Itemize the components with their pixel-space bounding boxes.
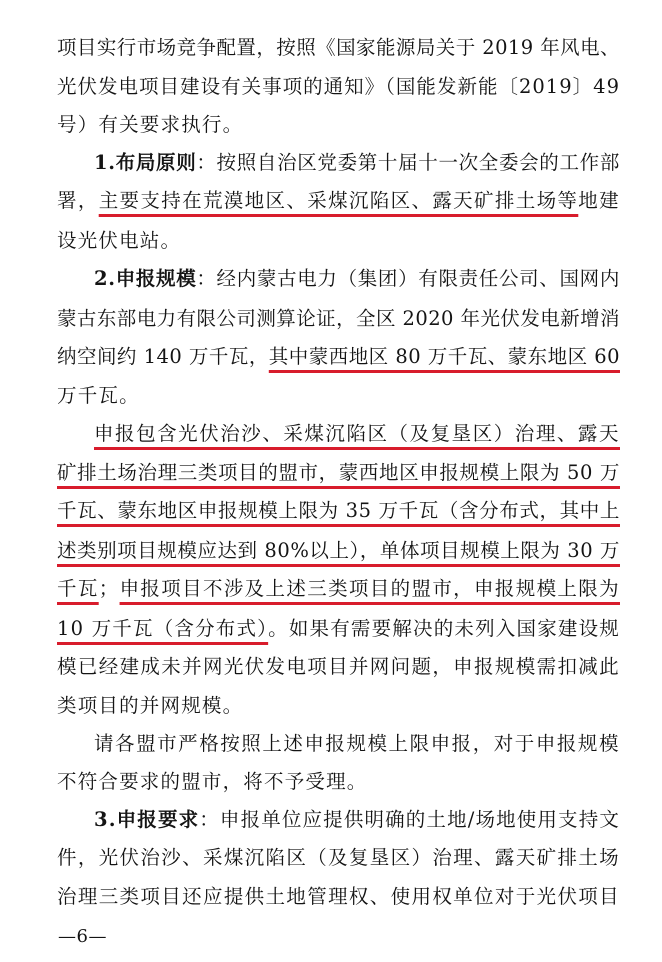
paragraph-line-text [57,337,620,377]
paragraph-line-text [57,762,368,802]
text-segment: 类项目的并网规模。 [57,694,244,717]
paragraph-line-text [57,491,620,531]
text-line [0,686,662,726]
text-segment: ：按照自治区党委第十届十一次全委会的工作部 [196,151,620,174]
text-line [0,414,662,454]
underlined-emphasis: 主要支持在荒漠地区、采煤沉陷区、露天矿排土场等 [98,189,579,212]
underlined-emphasis: 千瓦、蒙东地区申报规模上限为 35 万千瓦（含分布式，其中上 [57,499,620,522]
paragraph-line-text [57,531,620,571]
paragraph-line-text [57,453,620,493]
text-line [0,762,662,802]
text-segment: 请各盟市严格按照上述申报规模上限申报，对于申报规模 [94,732,620,755]
paragraph-line-text [57,28,620,68]
text-line [0,531,662,571]
text-segment: 光伏发电项目建设有关事项的通知》（国能发新能〔2019〕49 [57,75,620,98]
text-line [0,259,662,299]
text-line [0,724,662,764]
text-segment: 模已经建成未并网光伏发电项目并网问题，申报规模需扣减此 [57,655,620,678]
paragraph-line-text [57,569,620,609]
underlined-emphasis: 述类别项目规模应达到 80%以上），单体项目规模上限为 30 万 [57,539,620,562]
paragraph-line-text [57,105,243,145]
text-segment: 项目实行市场竞争配置，按照《国家能源局关于 2019 年风电、 [57,36,620,59]
text-line [0,105,662,145]
paragraph-line-text [94,724,620,764]
text-line [0,838,662,878]
text-segment: 设光伏电站。 [57,229,182,252]
underlined-emphasis: 矿排土场治理三类项目的盟市，蒙西地区申报规模上限为 50 万 [57,461,620,484]
text-line [0,28,662,68]
text-line [0,491,662,531]
paragraph-line-text [57,838,620,878]
text-segment: ； [98,577,120,600]
text-line [0,299,662,339]
text-segment: 号）有关要求执行。 [57,113,244,136]
text-line [0,221,662,261]
text-segment: ：经内蒙古电力（集团）有限责任公司、国网内 [196,267,620,290]
underlined-emphasis: 申报包含光伏治沙、采煤沉陷区（及复垦区）治理、露天 [94,422,620,445]
text-line [0,337,662,377]
underlined-emphasis: 千瓦 [57,577,99,600]
page-number: —6— [58,926,107,947]
paragraph-line-text [94,414,620,454]
text-line [0,143,662,183]
text-segment: 地建 [578,189,620,212]
text-segment: ：申报单位应提供明确的土地/场地使用支持文 [199,808,620,831]
paragraph-line-text [94,259,620,299]
paragraph-line-text [57,686,243,726]
section-heading: 2.申报规模 [94,267,197,290]
paragraph-line-text [94,143,620,183]
paragraph-line-text [57,67,620,107]
text-segment: 署， [57,189,99,212]
text-line [0,181,662,221]
text-segment: 蒙古东部电力有限公司测算论证，全区 2020 年光伏发电新增消 [57,307,620,330]
text-line [0,609,662,649]
text-segment: 纳空间约 140 万千瓦， [57,345,269,368]
paragraph-line-text [57,221,181,261]
paragraph-line-text [57,877,620,917]
paragraph-line-text [57,609,620,649]
text-segment: 件，光伏治沙、采煤沉陷区（及复垦区）治理、露天矿排土场 [57,846,620,869]
text-line [0,569,662,609]
text-segment: 万千瓦。 [57,384,140,407]
paragraph-line-text [57,647,620,687]
section-heading: 1.布局原则 [94,151,197,174]
paragraph-line-text [57,299,620,339]
paragraph-line-text [57,181,620,221]
text-line [0,800,662,840]
underlined-emphasis: 其中蒙西地区 80 万千瓦、蒙东地区 60 [268,345,620,368]
text-line [0,877,662,917]
paragraph-line-text [57,376,140,416]
section-heading: 3.申报要求 [94,808,200,831]
underlined-emphasis: 申报项目不涉及上述三类项目的盟市，申报规模上限为 [119,577,620,600]
text-segment: 治理三类项目还应提供土地管理权、使用权单位对于光伏项目 [57,885,620,908]
text-line [0,647,662,687]
text-line [0,376,662,416]
text-segment: 。如果有需要解决的未列入国家建设规 [268,617,620,640]
paragraph-line-text [94,800,620,840]
text-line [0,67,662,107]
text-line [0,453,662,493]
text-segment: 不符合要求的盟市，将不予受理。 [57,770,368,793]
underlined-emphasis: 10 万千瓦（含分布式） [57,617,269,640]
